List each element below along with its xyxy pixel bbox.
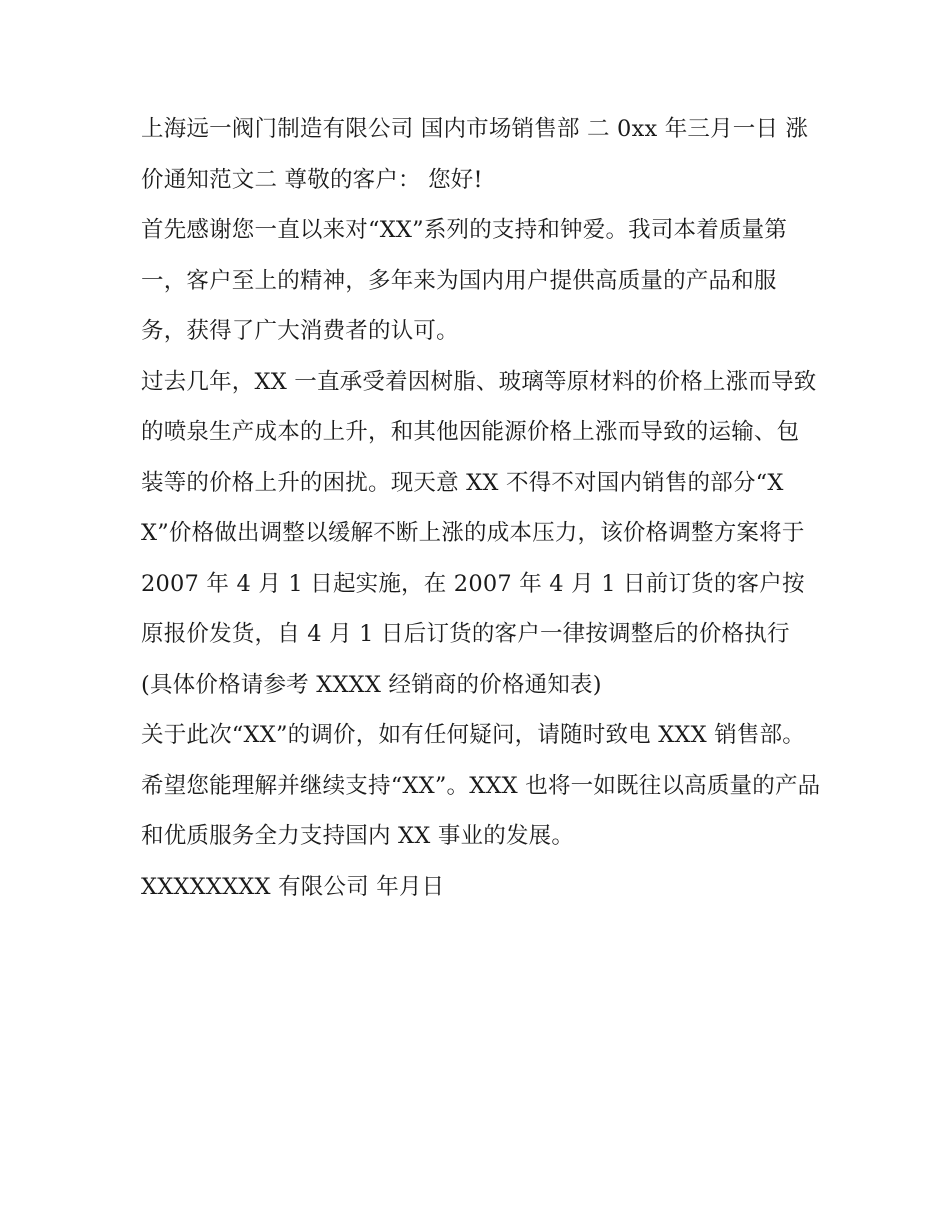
price-adjustment-paragraph: 过去几年，XX 一直承受着因树脂、玻璃等原材料的价格上涨而导致的喷泉生产成本的上升，和其他因能源价格上涨而导致的运输、包装等的价格上升的困扰。现天意 XX 不得不对国内销售的部分“XX”价格做出调整以缓解不断上涨的成本压力，该价格调整方案将于 2007 年 4 月 1 日起实施，在 2007 年 4 月 1 日前订货的客户按原报价发货，自 4 月 1 日后订货的客户一律按调整后的价格执行(具体价格请参考 XXXX 经销商的价格通知表) <box>141 368 817 698</box>
header-paragraph: 上海远一阀门制造有限公司 国内市场销售部 二 0xx 年三月一日 涨价通知范文二 尊敬的客户： 您好! <box>141 116 809 193</box>
contact-paragraph: 关于此次“XX”的调价，如有任何疑问，请随时致电 XXX 销售部。希望您能理解并继续支持“XX”。XXX 也将一如既往以高质量的产品和优质服务全力支持国内 XX 事业的发展。 <box>141 722 821 849</box>
greeting-paragraph: 首先感谢您一直以来对“XX”系列的支持和钟爱。我司本着质量第一，客户至上的精神，多年来为国内用户提供高质量的产品和服务，获得了广大消费者的认可。 <box>141 217 788 344</box>
signature-paragraph: XXXXXXXX 有限公司 年月日 <box>141 873 445 900</box>
document-body <box>141 104 821 912</box>
